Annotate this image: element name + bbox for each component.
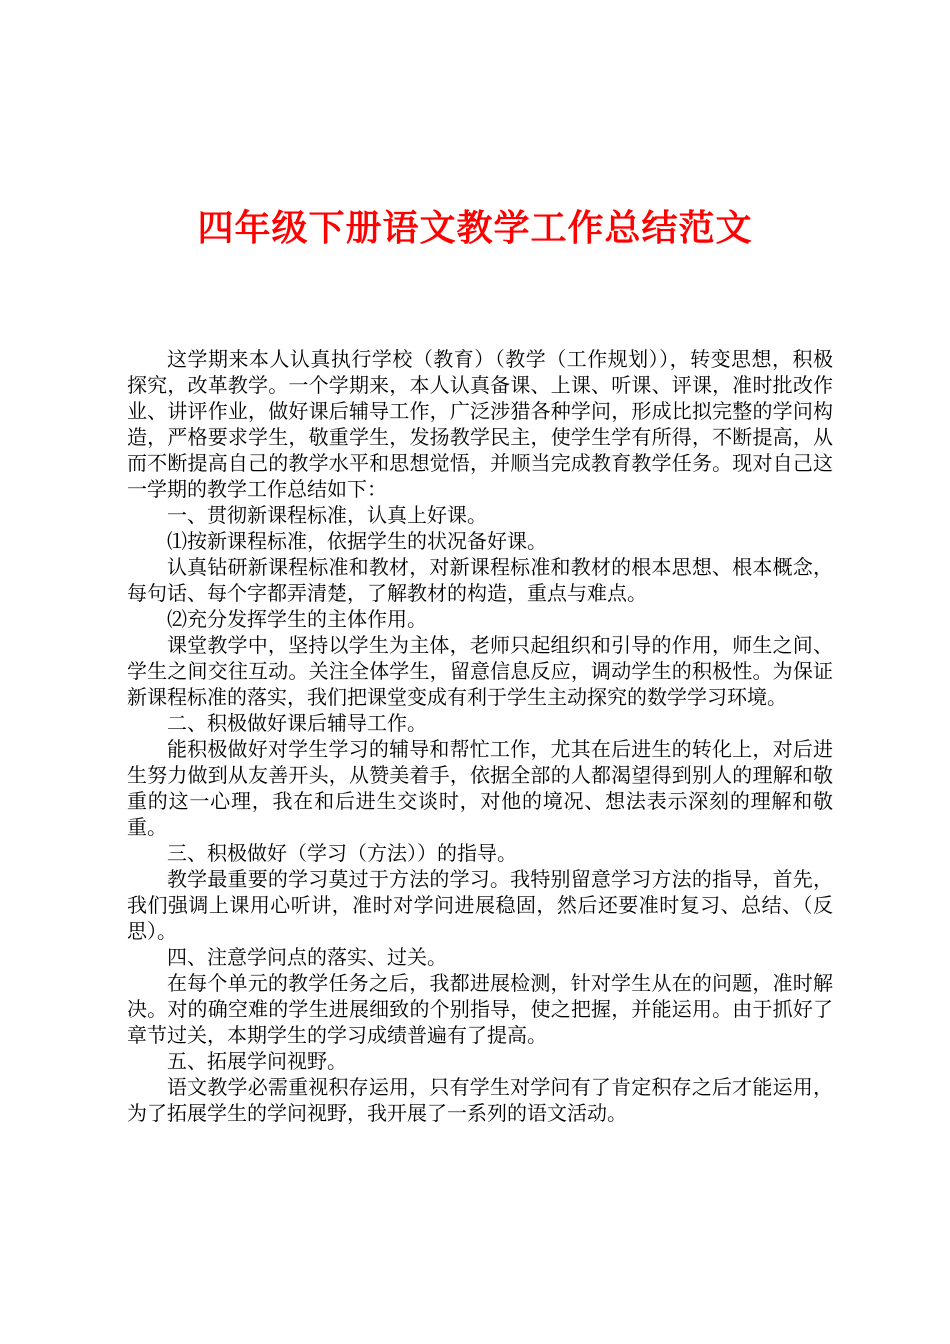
paragraph-3: 教学最重要的学习莫过于方法的学习。我特别留意学习方法的指导，首先，我们强调上课用心听讲，准时对学问进展稳固，然后还要准时复习、总结、（反思）。 xyxy=(127,867,833,943)
section-heading-1: 一、贯彻新课程标准，认真上好课。 xyxy=(167,503,487,527)
paragraph-4: 在每个单元的教学任务之后，我都进展检测，针对学生从在的问题，准时解决。对的确空难的学生进展细致的个别指导，使之把握，并能运用。由于抓好了章节过关，本期学生的学习成绩普遍有了提高。 xyxy=(127,971,833,1047)
subheading-1-2: ⑵充分发挥学生的主体作用。 xyxy=(167,607,427,631)
subheading-1-1: ⑴按新课程标准，依据学生的状况备好课。 xyxy=(167,529,547,553)
section-heading-5: 五、拓展学问视野。 xyxy=(167,1049,347,1073)
section-heading-3: 三、积极做好（学习（方法））的指导。 xyxy=(167,841,517,865)
section-heading-4: 四、注意学问点的落实、过关。 xyxy=(167,945,447,969)
document-title: 四年级下册语文教学工作总结范文 xyxy=(197,207,753,249)
paragraph-intro: 这学期来本人认真执行学校（教育）（教学（工作规划）），转变思想，积极探究，改革教学。一个学期来，本人认真备课、上课、听课、评课，准时批改作业、讲评作业，做好课后辅导工作，广泛涉猎各种学问，形成比拟完整的学问构造，严格要求学生，敬重学生，发扬教学民主，使学生学有所得，不断提高，从而不断提高自己的教学水平和思想觉悟，并顺当完成教育教学任务。现对自己这一学期的教学工作总结如下： xyxy=(127,347,833,501)
document-body xyxy=(127,346,833,1126)
paragraph-5: 语文教学必需重视积存运用，只有学生对学问有了肯定积存之后才能运用，为了拓展学生的学问视野，我开展了一系列的语文活动。 xyxy=(127,1075,833,1125)
section-heading-2: 二、积极做好课后辅导工作。 xyxy=(167,711,427,735)
paragraph-1-2: 课堂教学中，坚持以学生为主体，老师只起组织和引导的作用，师生之间、学生之间交往互动。关注全体学生，留意信息反应，调动学生的积极性。为保证新课程标准的落实，我们把课堂变成有利于学生主动探究的数学学习环境。 xyxy=(127,633,833,709)
paragraph-2: 能积极做好对学生学习的辅导和帮忙工作，尤其在后进生的转化上，对后进生努力做到从友善开头，从赞美着手，依据全部的人都渴望得到别人的理解和敬重的这一心理，我在和后进生交谈时，对他的境况、想法表示深刻的理解和敬重。 xyxy=(127,737,833,839)
paragraph-1-1: 认真钻研新课程标准和教材，对新课程标准和教材的根本思想、根本概念，每句话、每个字都弄清楚，了解教材的构造，重点与难点。 xyxy=(127,555,833,605)
